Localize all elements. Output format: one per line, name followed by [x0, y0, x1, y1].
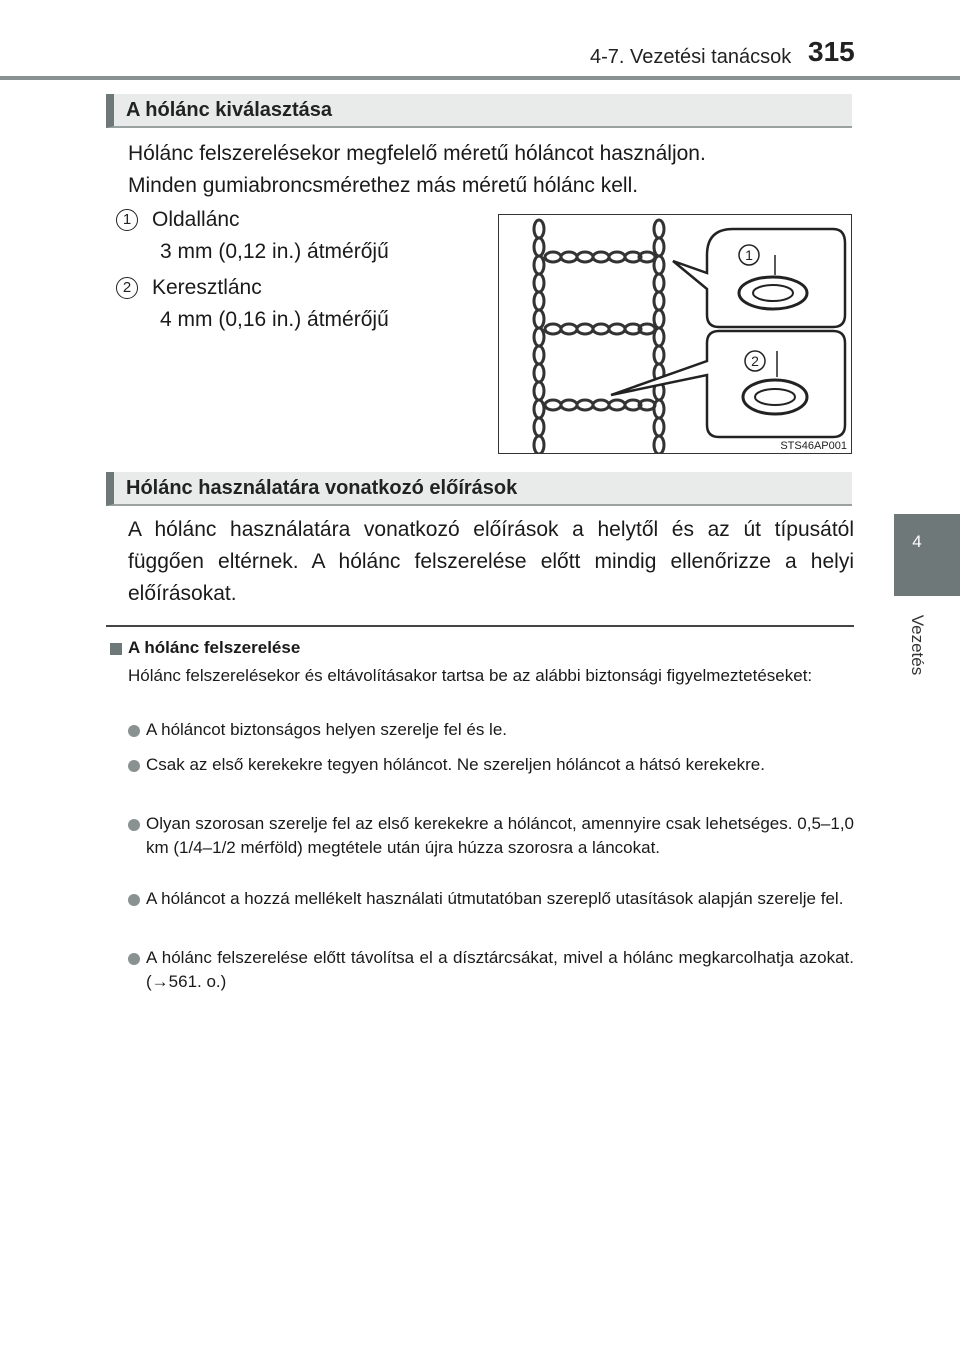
item-number-badge: 2: [116, 277, 138, 299]
section-heading-text: A hólánc kiválasztása: [126, 99, 333, 121]
page-number: 315: [808, 36, 855, 67]
chapter-tab-number: 4: [912, 532, 922, 551]
item-detail: 4 mm (0,16 in.) átmérőjű: [160, 308, 389, 331]
bullet-dot: [128, 760, 140, 772]
section-heading-selection: [106, 94, 852, 128]
subsection-intro: Hólánc felszerelésekor és eltávolításakor tartsa be az alábbi biztonsági figyelmeztetéseket:: [128, 666, 813, 685]
chapter-tab: [894, 514, 960, 596]
regulations-paragraph: A hólánc használatára vonatkozó előírások a helytől és az út típusától függően eltérnek. A hólánc felszerelése előtt mindig ellenőrizze a helyi előírásokat.: [128, 518, 854, 605]
bullet-text: A hóláncot biztonságos helyen szerelje fel és le.: [146, 720, 508, 739]
bullet-text: A hóláncot a hozzá mellékelt használati útmutatóban szereplő utasítások alapján szerelje fel.: [146, 889, 844, 908]
chapter-tab-label: Vezetés: [908, 614, 927, 676]
item-detail: 3 mm (0,12 in.) átmérőjű: [160, 240, 389, 263]
bullet-dot: [128, 725, 140, 737]
bullet-dot: [128, 819, 140, 831]
cross-chain-middle: [545, 324, 655, 334]
header-rule: [0, 76, 960, 80]
bullet-text: Olyan szorosan szerelje fel az első kerekekre a hóláncot, amennyire csak lehetséges. 0,5–1,0 km (1/4–1/2 mérföld) megtétele után újra húzza szorosra a láncokat.: [146, 814, 854, 857]
cross-chain-bottom: [545, 400, 655, 410]
section-heading-regulations: [106, 472, 852, 506]
body-line: Hólánc felszerelésekor megfelelő méretű hóláncot használjon.: [128, 142, 706, 165]
bullet-dot: [128, 894, 140, 906]
bullet-text: A hólánc felszerelése előtt távolítsa el a dísztárcsákat, mivel a hólánc megkarcolhatja azokat. (→561. o.): [146, 948, 854, 991]
snow-chain-figure: [498, 214, 852, 454]
bullet-dot: [128, 953, 140, 965]
item-number-badge: 1: [116, 209, 138, 231]
svg-text:1: 1: [745, 247, 753, 263]
body-line: Minden gumiabroncsmérethez más méretű hólánc kell.: [128, 174, 639, 197]
divider: [106, 625, 854, 627]
subsection-title: A hólánc felszerelése: [128, 638, 301, 657]
header-section-title: 4-7. Vezetési tanácsok: [590, 46, 792, 68]
cross-chain-top: [545, 252, 655, 262]
item-name: Oldallánc: [152, 208, 240, 231]
item-name: Keresztlánc: [152, 276, 262, 299]
callout-box-cross-chain: [611, 331, 845, 437]
snow-chain-illustration: [499, 215, 851, 453]
side-chain-left: [534, 220, 544, 453]
figure-code: STS46AP001: [780, 440, 847, 452]
section-heading-text: Hólánc használatára vonatkozó előírások: [126, 477, 518, 499]
bullet-text: Csak az első kerekekre tegyen hóláncot. Ne szereljen hóláncot a hátsó kerekekre.: [146, 755, 765, 774]
subsection-marker: [110, 643, 122, 655]
svg-text:2: 2: [751, 353, 759, 369]
